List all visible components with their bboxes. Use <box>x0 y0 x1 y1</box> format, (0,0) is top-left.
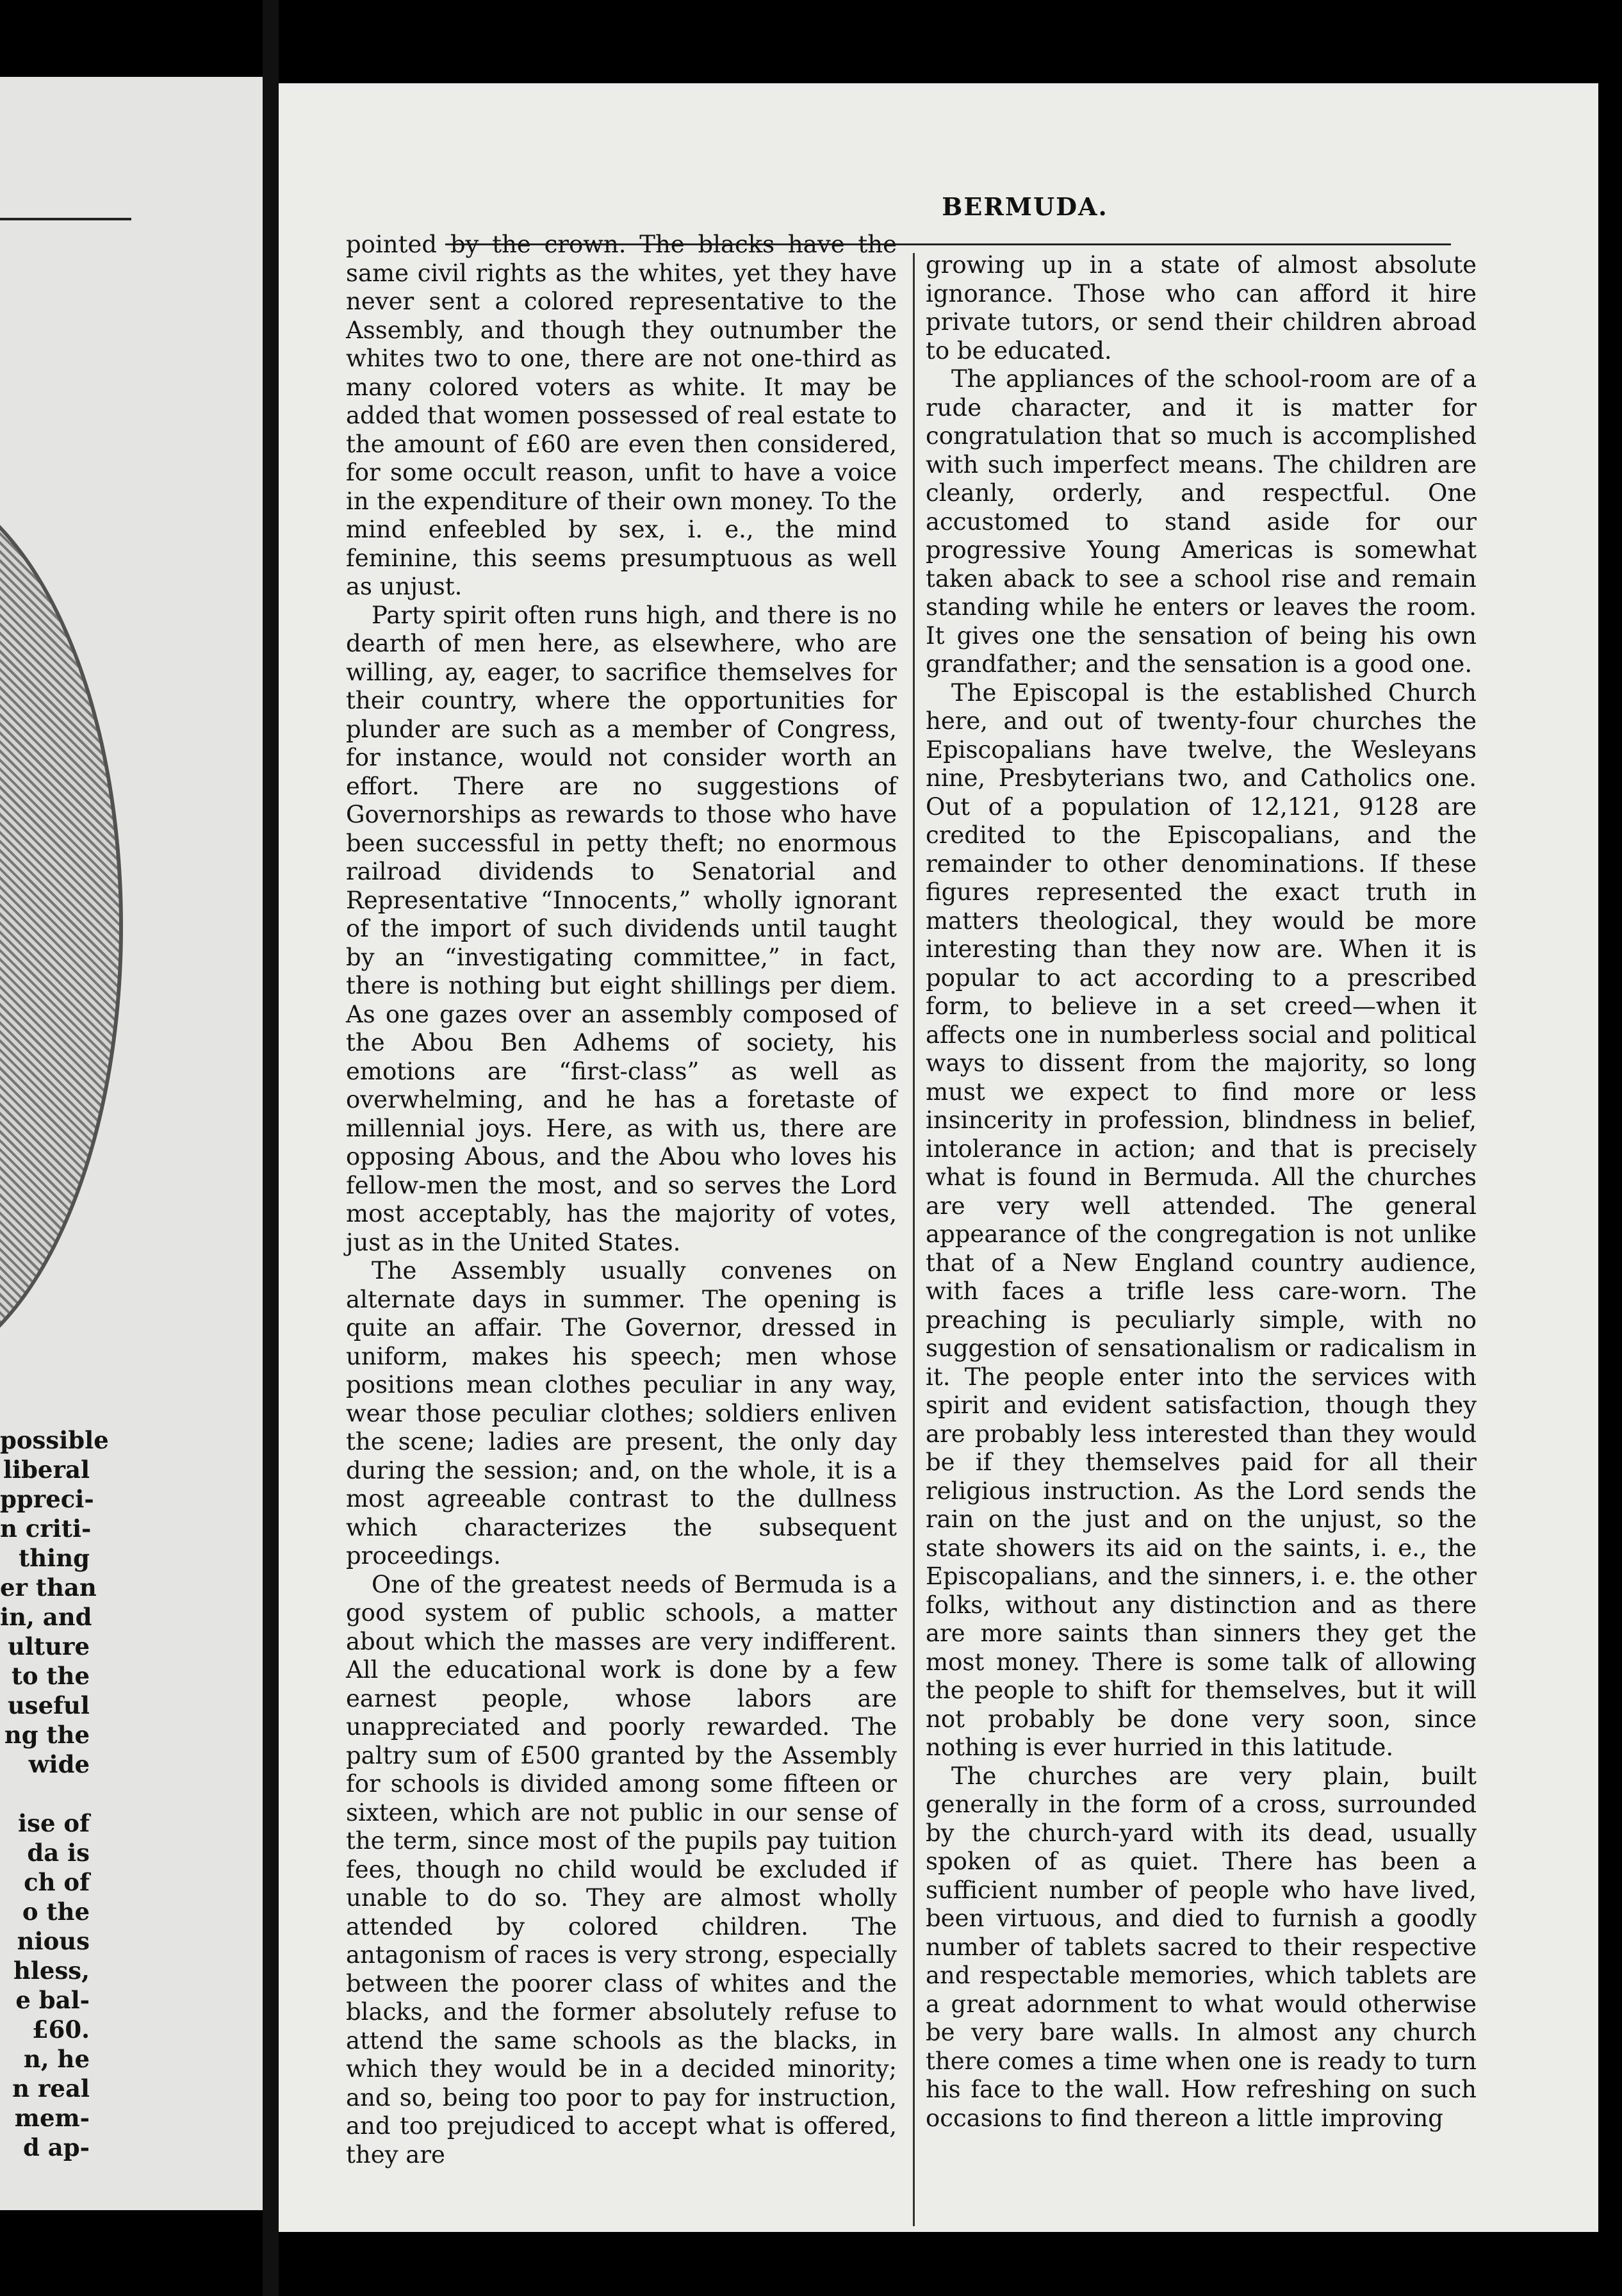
engraving-illustration <box>0 474 123 1379</box>
fragment-line: er than <box>0 1573 97 1602</box>
fragment-line: £60. <box>31 2015 90 2044</box>
fragment-line: to the <box>11 1662 90 1690</box>
paragraph: The Episcopal is the established Church here, and out of twenty-four churches the Episcopalians have twelve, the Wesleyans nine, Presbyterians two, and Catholics one. Out of a population of 12,121, 9128 are credited to the Episcopalians, and the remainder to other denominations. If these figures represented the exact truth in matters theological, they would be more interesting than they now are. When it is popular to act according to a prescribed form, to believe in a set creed—when it affects one in numberless social and political ways to dissent from the majority, so long must we expect to find more or less insincerity in profession, blindness in belief, intolerance in action; and that is precisely what is found in Bermuda. All the churches are very well attended. The general appearance of the congregation is not unlike that of a New England country audience, with faces a trifle less care-worn. The preaching is peculiarly simple, with no suggestion of sensationalism or radicalism in it. The people enter into the services with spirit and evident satisfaction, though they are probably less interested than they would be if they themselves paid for all their religious instruction. As the Lord sends the rain on the just and on the unjust, so the state showers its aid on the saints, i. e., the Episcopalians, and the sinners, i. e. the other folks, without any distinction and as there are more saints than sinners they get the most money. There is some talk of allowing the people to shift for themselves, but it will not probably be done very soon, since nothing is ever hurried in this latitude. <box>926 678 1477 1761</box>
fragment-line: mem- <box>14 2104 90 2132</box>
fragment-line: ise of <box>18 1809 90 1837</box>
fragment-line: n criti- <box>0 1514 92 1543</box>
fragment-line: liberal <box>3 1456 90 1484</box>
fragment-line: wide <box>28 1750 90 1778</box>
paragraph: pointed by the crown. The blacks have the same civil rights as the whites, yet they have never sent a colored representative to the Assembly, and though they outnumber the whites two to one, there are not one-third as many colored voters as white. It may be added that women possessed of real estate to the amount of £60 are even then considered, for some occult reason, unfit to have a voice in the expenditure of their own money. To the mind enfeebled by sex, i. e., the mind feminine, this seems presumptuous as well as unjust. <box>346 231 897 600</box>
paragraph: Party spirit often runs high, and there is no dearth of men here, as elsewhere, who are willing, ay, eager, to sacrifice themselves for their country, where the opportunities for plunder are such as a member of Congress, for instance, would not consider worth an effort. There are no suggestions of Governorships as rewards to those who have been successful in petty theft; no enormous railroad dividends to Senatorial and Representative “Innocents,” wholly ignorant of the import of such dividends until taught by an “investigating committee,” in fact, there is nothing but eight shillings per diem. As one gazes over an assembly composed of the Abou Ben Adhems of society, his emotions are “first-class” as well as overwhelming, and he has a foretaste of millennial joys. Here, as with us, there are opposing Abous, and the Abou who loves his fellow-men the most, and so serves the Lord most acceptably, has the majority of votes, just as in the United States. <box>346 601 897 1256</box>
paragraph: The appliances of the school-room are of a rude character, and it is matter for congratulation that so much is accomplished with such imperfect means. The children are cleanly, orderly, and respectful. One accustomed to stand aside for our progressive Young Americas is somewhat taken aback to see a school rise and remain standing while he enters or leaves the room. It gives one the sensation of being his own grandfather; and the sensation is a good one. <box>926 365 1477 678</box>
book-gutter <box>263 0 279 2296</box>
running-title: BERMUDA. <box>942 192 1108 221</box>
fragment-line: ch of <box>24 1868 90 1896</box>
fragment-line <box>0 1779 90 1808</box>
fragment-line: nious <box>17 1927 90 1955</box>
column-left <box>346 231 897 2169</box>
facing-page-text <box>0 1425 109 2162</box>
fragment-line: ppreci- <box>0 1485 94 1513</box>
paragraph: One of the greatest needs of Bermuda is a good system of public schools, a matter about which the masses are very indifferent. All the educational work is done by a few earnest people, whose labors are unappreciated and poorly rewarded. The paltry sum of £500 granted by the Assembly for schools is divided among some fifteen or sixteen, which are not public in our sense of the term, since most of the pupils pay tuition fees, though no child would be excluded if unable to do so. They are almost wholly attended by colored children. The antagonism of races is very strong, especially between the poorer class of whites and the blacks, and the former absolutely refuse to attend the same schools as the blacks, in which they would be in a decided minority; and so, being too poor to pay for instruction, and too prejudiced to accept what is offered, they are <box>346 1570 897 2169</box>
paragraph: The Assembly usually convenes on alternate days in summer. The opening is quite an affair. The Governor, dressed in uniform, makes his speech; men whose positions mean clothes peculiar in any way, wear those peculiar clothes; soldiers enliven the scene; ladies are present, the only day during the session; and, on the whole, it is a most agreeable contrast to the dullness which characterizes the subsequent proceedings. <box>346 1257 897 1570</box>
fragment-line: thing <box>19 1544 90 1572</box>
fragment-line: d ap- <box>23 2133 90 2161</box>
facing-page-rule <box>0 218 131 220</box>
column-right <box>926 251 1477 2133</box>
fragment-line: da is <box>27 1839 90 1867</box>
fragment-line: o the <box>22 1898 90 1926</box>
fragment-line: e bal- <box>15 1986 90 2014</box>
paragraph: growing up in a state of almost absolute ignorance. Those who can afford it hire private tutors, or send their children abroad to be educated. <box>926 251 1477 365</box>
fragment-line: n, he <box>23 2045 90 2073</box>
fragment-line: hless, <box>13 1956 90 1985</box>
paragraph: The churches are very plain, built generally in the form of a cross, surrounded by the church-yard with its dead, usually spoken of as quiet. There has been a sufficient number of people who have lived, been virtuous, and died to furnish a goodly number of tablets sacred to their respective and respectable memories, which tablets are a great adornment to what would otherwise be very bare walls. In almost any church there comes a time when one is ready to turn his face to the wall. How refreshing on such occasions to find thereon a little improving <box>926 1762 1477 2132</box>
facing-page <box>0 77 263 2210</box>
main-page <box>279 83 1598 2232</box>
fragment-line: n real <box>12 2074 90 2103</box>
fragment-line: ulture <box>8 1632 90 1660</box>
fragment-line: ng the <box>4 1721 90 1749</box>
fragment-line: in, and <box>0 1603 92 1631</box>
fragment-line: useful <box>7 1691 90 1719</box>
column-divider <box>913 253 915 2226</box>
fragment-line: possible <box>0 1426 109 1454</box>
